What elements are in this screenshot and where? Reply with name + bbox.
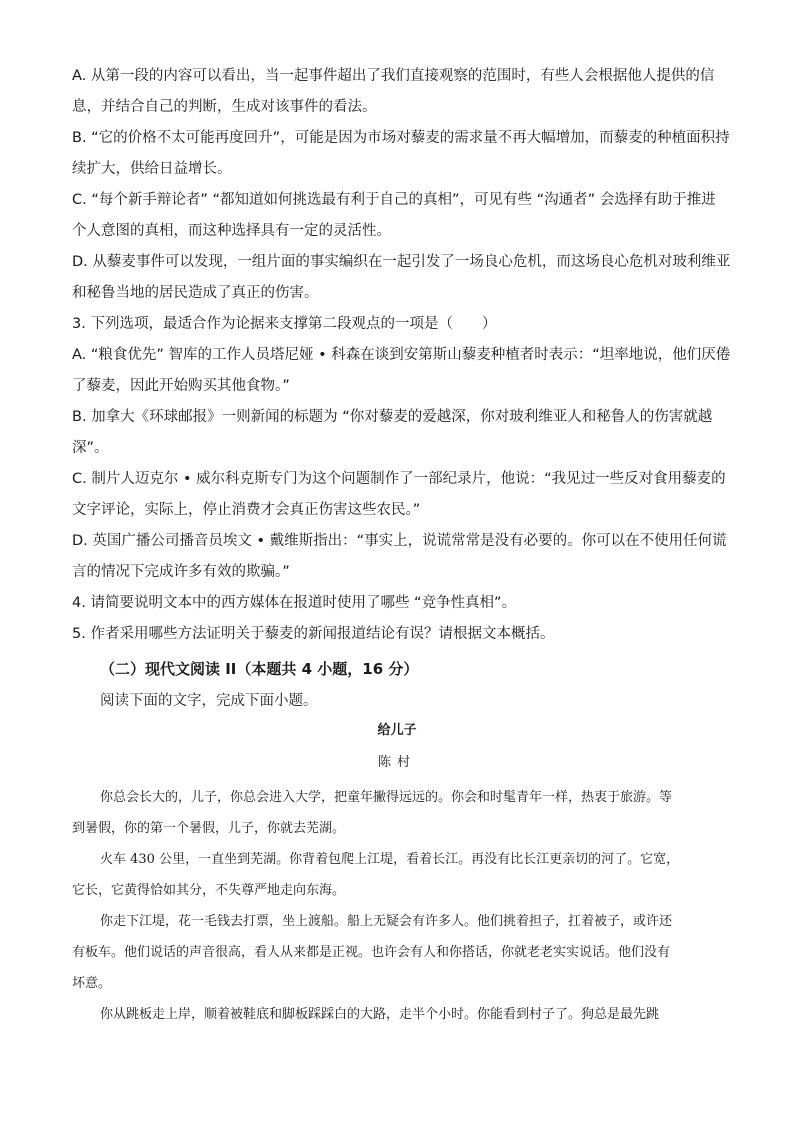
q3-option-c-line2: 文字评论，实际上，停止消费才会真正伤害这些农民。” <box>72 502 421 518</box>
q2-option-c-line2: 个人意图的真相，而这种选择具有一定的灵活性。 <box>72 223 391 239</box>
passage-author: 陈村 <box>377 755 416 770</box>
para2-line1: 火车 430 公里，一直坐到芜湖。你背着包爬上江堤，看着长江。再没有比长江更亲切的河了。它宽， <box>100 852 680 867</box>
q3-option-d-line1: D. 英国广播公司播音员埃文 • 戴维斯指出：“事实上，说谎常常是没有必要的。你可以在不使用任何谎 <box>72 533 727 549</box>
q2-option-a-line1: A. 从第一段的内容可以看出，当一起事件超出了我们直接观察的范围时，有些人会根据他人提供的信 <box>72 68 715 84</box>
q2-option-d-line1: D. 从藜麦事件可以发现，一组片面的事实编织在一起引发了一场良心危机，而这场良心危机对玻利维亚 <box>72 254 731 270</box>
q2-option-b-line1: B. “它的价格不太可能再度回升”，可能是因为市场对藜麦的需求量不再大幅增加，而藜麦的种植面积持 <box>72 130 730 146</box>
q2-option-a-line2: 息，并结合自己的判断，生成对该事件的看法。 <box>72 99 377 115</box>
para1-line2: 到暑假，你的第一个暑假，儿子，你就去芜湖。 <box>72 821 346 836</box>
section-instruction: 阅读下面的文字，完成下面小题。 <box>100 693 318 709</box>
para3-line1: 你走下江堤，花一毛钱去打票，坐上渡船。船上无疑会有许多人。他们挑着担子，扛着被子，或许还 <box>100 914 673 929</box>
q3-option-c-line1: C. 制片人迈克尔 • 威尔科克斯专门为这个问题制作了一部纪录片，他说：“我见过一些反对食用藜麦的 <box>72 471 726 487</box>
q3-option-a-line2: 了藜麦，因此开始购买其他食物。” <box>72 378 290 394</box>
para2-line2: 它长，它黄得恰如其分，不失尊严地走向东海。 <box>72 883 346 898</box>
para3-line3: 坏意。 <box>72 976 112 991</box>
section-heading: （二）现代文阅读 II（本题共 4 小题，16 分） <box>100 660 419 678</box>
q2-options <box>72 61 731 650</box>
para1-line1: 你总会长大的，儿子，你总会进入大学，把童年撇得远远的。你会和时髦青年一样，热衷于旅游。等 <box>100 790 673 805</box>
q2-option-b-line2: 续扩大，供给日益增长。 <box>72 161 232 177</box>
passage-body <box>72 782 722 1030</box>
para3-line2: 有板车。他们说话的声音很高，看人从来都是正视。也许会有人和你搭话，你就老老实实说话。他们没有 <box>72 945 671 960</box>
q3-stem: 3. 下列选项，最适合作为论据来支撑第二段观点的一项是（ ） <box>72 316 497 332</box>
q2-option-d-line2: 和秘鲁当地的居民造成了真正的伤害。 <box>72 285 319 301</box>
passage-title: 给儿子 <box>377 723 417 738</box>
q2-option-c-line1: C. “每个新手辩论者” “都知道如何挑选最有利于自己的真相”，可见有些 “沟通者” 会选择有助于推进 <box>72 192 716 208</box>
q5-question: 5. 作者采用哪些方法证明关于藜麦的新闻报道结论有误？请根据文本概括。 <box>72 626 555 642</box>
q3-option-d-line2: 言的情况下完成许多有效的欺骗。” <box>72 564 290 580</box>
q4-question: 4. 请简要说明文本中的西方媒体在报道时使用了哪些 “竞争性真相”。 <box>72 595 517 611</box>
para4-line1: 你从跳板走上岸，顺着被鞋底和脚板踩踩白的大路，走半个小时。你能看到村子了。狗总是最先跳 <box>100 1007 660 1022</box>
q3-option-a-line1: A. “粮食优先” 智库的工作人员塔尼娅 • 科森在谈到安第斯山藜麦种植者时表示：“坦率地说，他们厌倦 <box>72 347 731 363</box>
q3-option-b-line2: 深”。 <box>72 440 109 456</box>
q3-option-b-line1: B. 加拿大《环球邮报》一则新闻的标题为 “你对藜麦的爱越深，你对玻利维亚人和秘鲁人的伤害就越 <box>72 409 713 425</box>
